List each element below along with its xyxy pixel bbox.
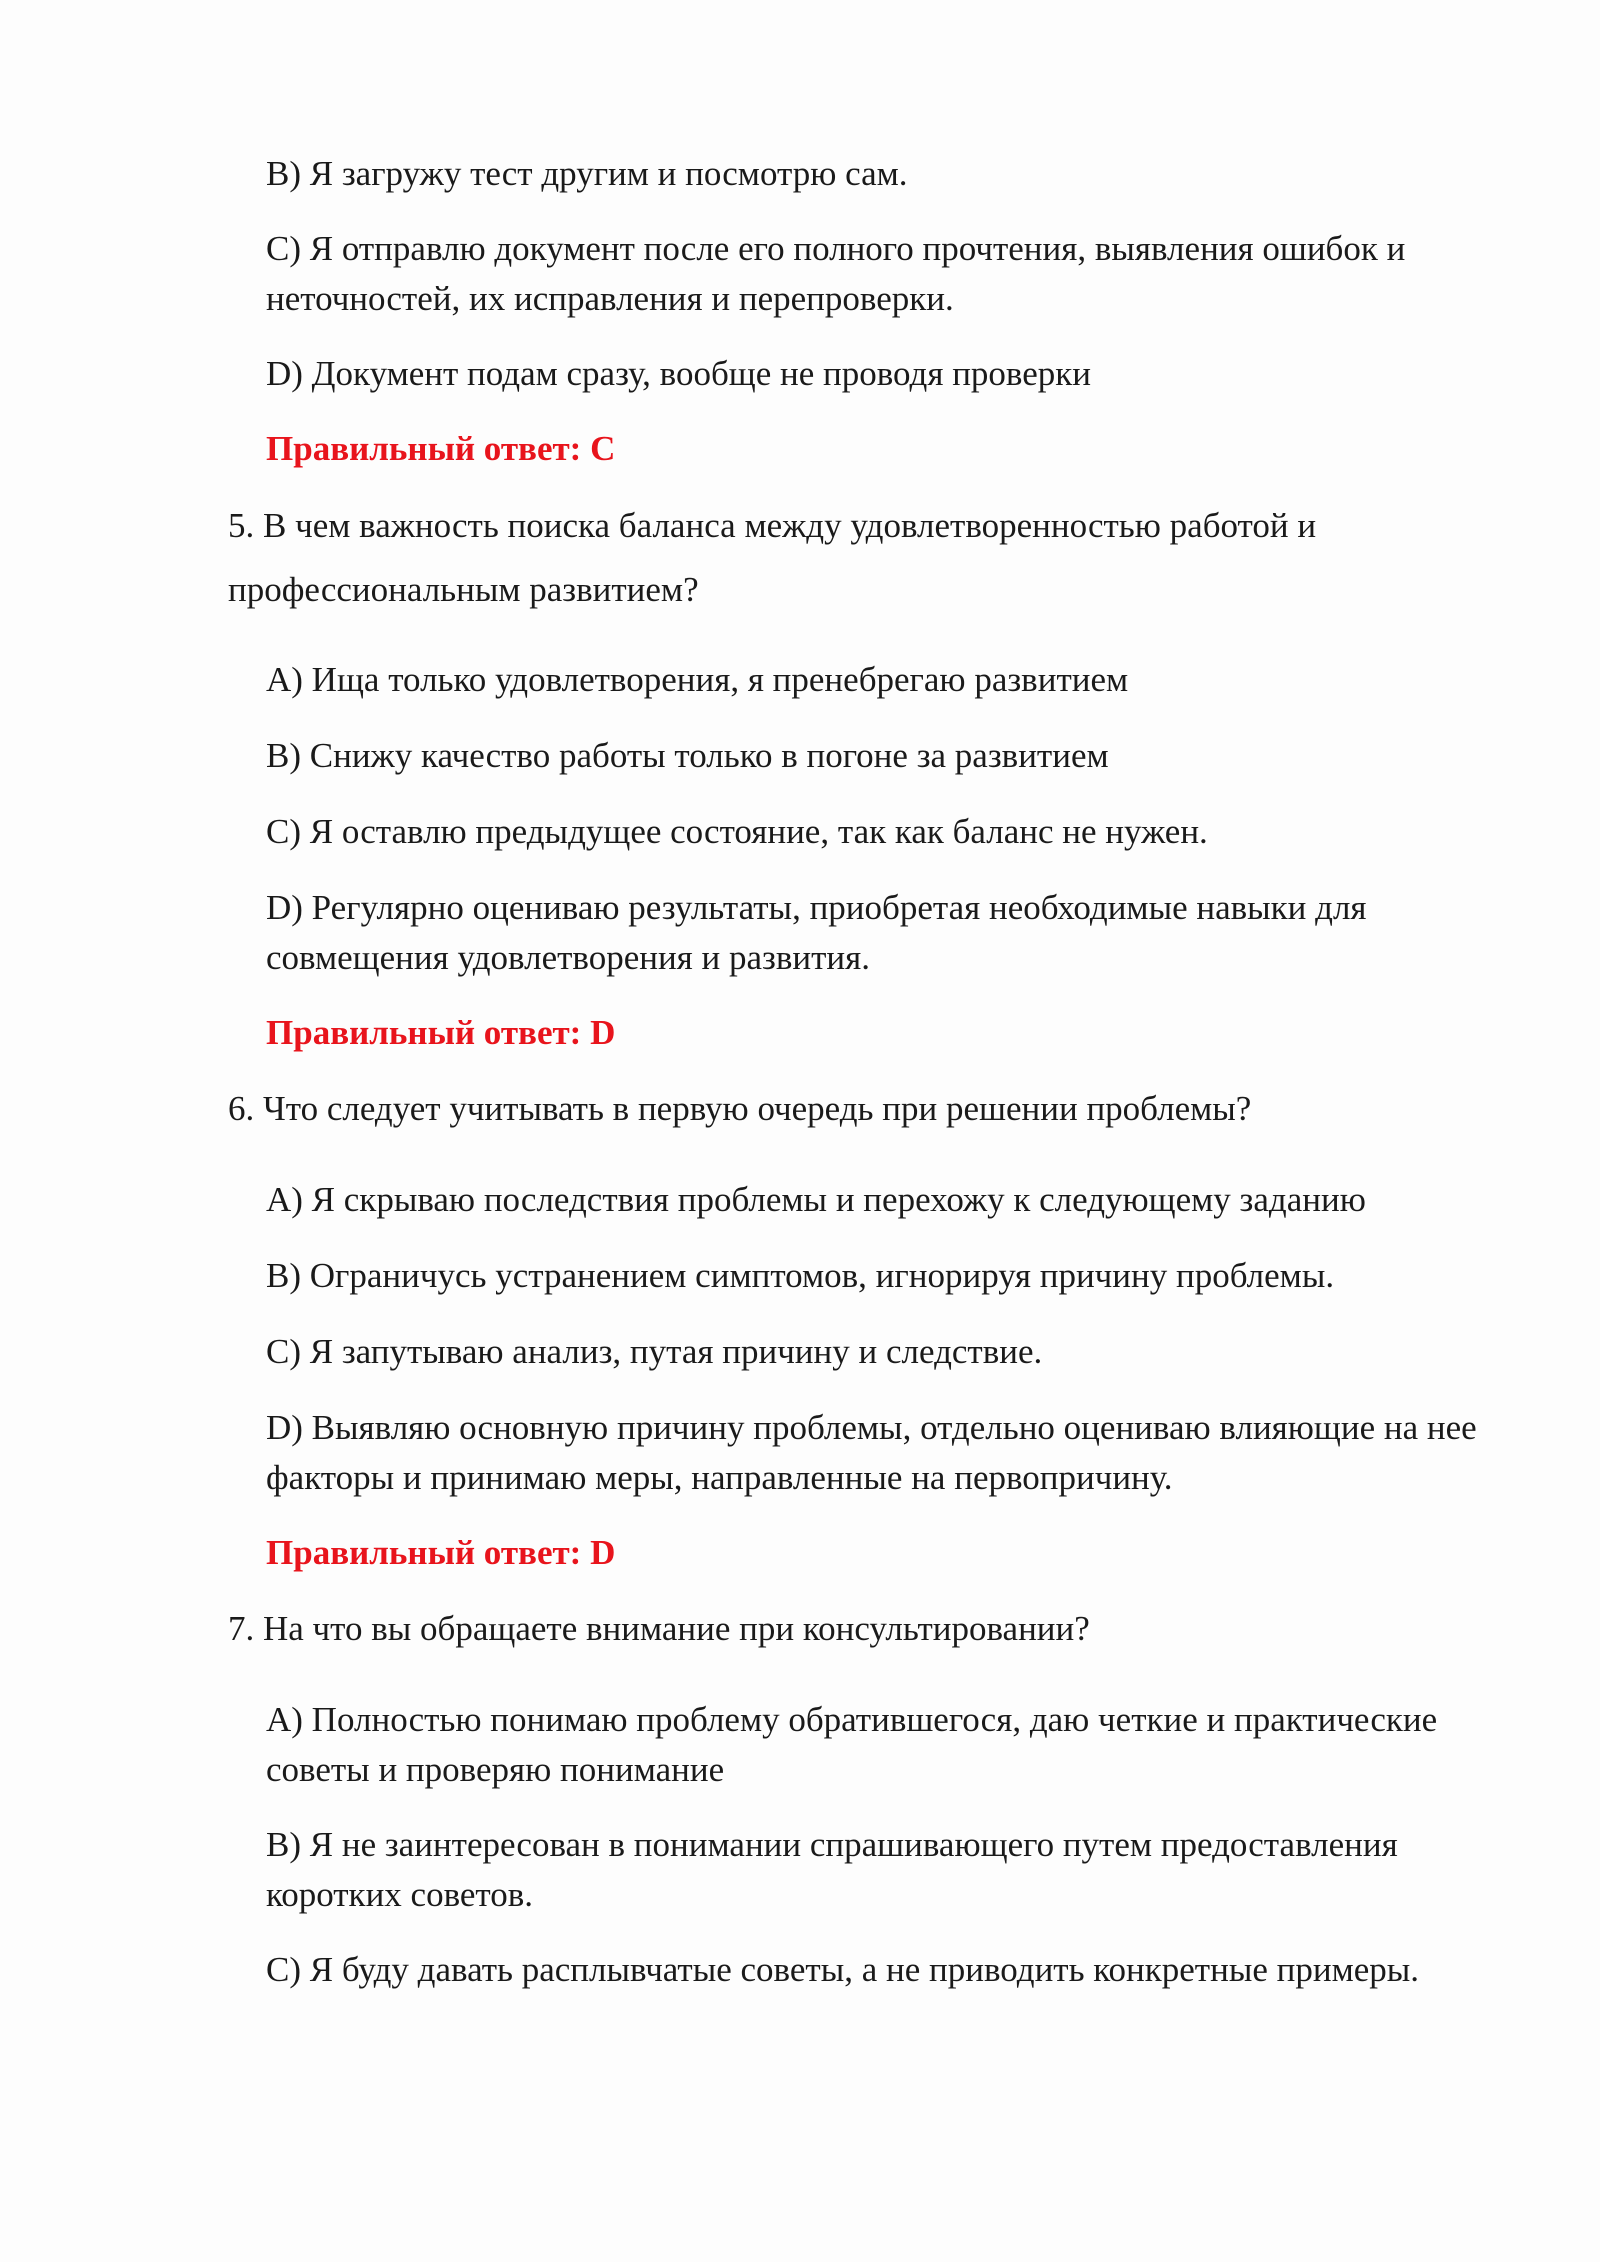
- question-6: 6. Что следует учитывать в первую очередь при решении проблемы?: [228, 1089, 1252, 1128]
- q6-option-b: B) Ограничусь устранением симптомов, игнорируя причину проблемы.: [266, 1256, 1335, 1295]
- question-5: 5. В чем важность поиска баланса между удовлетворенностью работой и профессиональным развитием?: [228, 506, 1317, 609]
- q4-option-d: D) Документ подам сразу, вообще не проводя проверки: [266, 354, 1092, 393]
- q7-option-a: A) Полностью понимаю проблему обратившегося, даю четкие и практические советы и проверяю понимание: [266, 1700, 1438, 1789]
- q6-option-a: A) Я скрываю последствия проблемы и перехожу к следующему заданию: [266, 1180, 1366, 1219]
- q5-correct-answer: Правильный ответ: D: [266, 1013, 616, 1052]
- q6-option-d: D) Выявляю основную причину проблемы, отдельно оцениваю влияющие на нее факторы и принимаю меры, направленные на первопричину.: [266, 1408, 1477, 1497]
- question-7: 7. На что вы обращаете внимание при консультировании?: [228, 1609, 1090, 1648]
- q6-correct-answer: Правильный ответ: D: [266, 1533, 616, 1572]
- q7-option-c: C) Я буду давать расплывчатые советы, а не приводить конкретные примеры.: [266, 1950, 1420, 1989]
- q5-option-c: C) Я оставлю предыдущее состояние, так как баланс не нужен.: [266, 812, 1208, 851]
- q5-option-b: B) Снижу качество работы только в погоне за развитием: [266, 736, 1109, 775]
- q5-option-d: D) Регулярно оцениваю результаты, приобретая необходимые навыки для совмещения удовлетворения и развития.: [266, 888, 1367, 977]
- q5-option-a: A) Ища только удовлетворения, я пренебрегаю развитием: [266, 660, 1129, 699]
- q4-option-c: C) Я отправлю документ после его полного прочтения, выявления ошибок и неточностей, их исправления и перепроверки.: [266, 229, 1406, 318]
- q7-option-b: B) Я не заинтересован в понимании спрашивающего путем предоставления коротких советов.: [266, 1825, 1398, 1914]
- q4-correct-answer: Правильный ответ: C: [266, 429, 616, 468]
- q6-option-c: C) Я запутываю анализ, путая причину и следствие.: [266, 1332, 1043, 1371]
- q4-option-b: B) Я загружу тест другим и посмотрю сам.: [266, 154, 908, 193]
